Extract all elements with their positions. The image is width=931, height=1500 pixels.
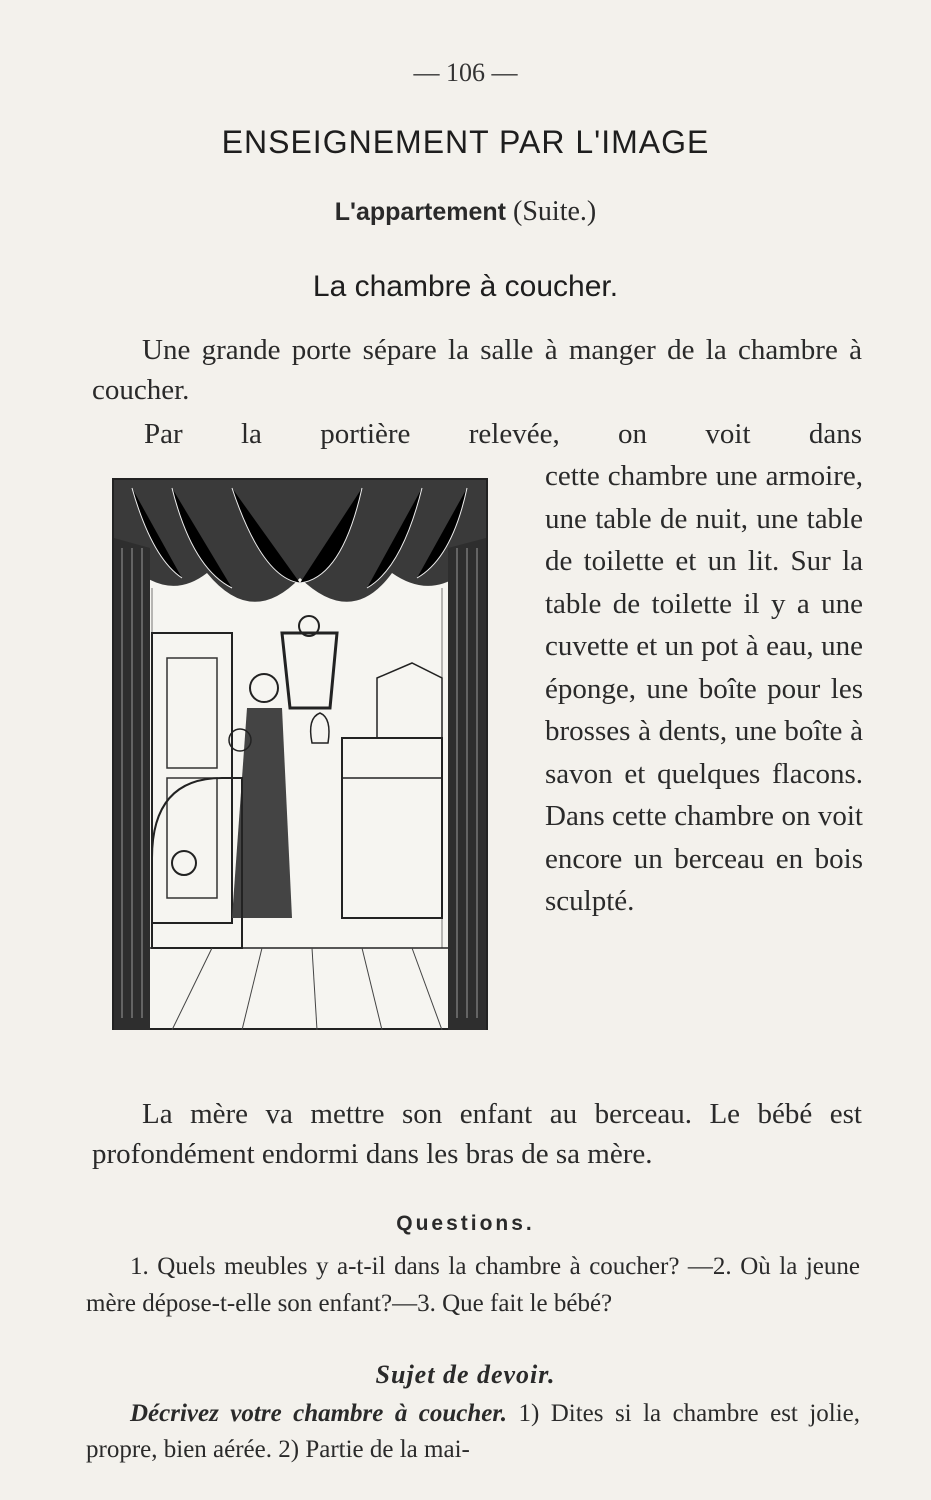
paragraph-1 xyxy=(92,330,862,410)
subtitle xyxy=(0,196,931,228)
devoir-body: 1) Dites si la chambre est jolie, propre, bien aérée. 2) Partie de la mai- xyxy=(86,1400,860,1463)
paragraph-2-wrapped: cette chambre une armoire, une table de nuit, une table de toilette et un lit. Sur la table de toilette il y a une cuvette et un pot à eau, une éponge, une boîte pour les brosses à dents, une boîte à savon et quelques flacons. Dans cette chambre on voit encore un berceau en bois sculpté. xyxy=(545,460,863,917)
bedroom-engraving-icon xyxy=(112,478,488,1030)
page-title: ENSEIGNEMENT PAR L'IMAGE xyxy=(221,124,710,160)
devoir-text xyxy=(86,1396,860,1468)
section-title: La chambre à coucher. xyxy=(312,270,619,303)
subtitle-suffix: (Suite.) xyxy=(513,196,597,227)
illustration xyxy=(112,478,488,1030)
paragraph-3: La mère va mettre son enfant au berceau. Le bébé est profondément endormi dans les bras de sa mère. xyxy=(92,1098,862,1170)
paragraph-1-text: Une grande porte sépare la salle à manger de la chambre à coucher. xyxy=(92,334,862,406)
paragraph-2-line-text: Par la portière relevée, on voit dans xyxy=(144,418,862,450)
paragraph-2-first-line xyxy=(92,414,862,454)
devoir-lead: Décrivez votre chambre à coucher. xyxy=(130,1400,507,1427)
page-number: — 106 — xyxy=(413,58,518,87)
questions-text: 1. Quels meubles y a-t-il dans la chambre à coucher? —2. Où la jeune mère dépose-t-elle son enfant?—3. Que fait le bébé? xyxy=(86,1253,860,1317)
devoir-heading: Sujet de devoir. xyxy=(375,1360,556,1389)
questions-heading: Questions. xyxy=(396,1212,535,1235)
subtitle-main: L'appartement xyxy=(334,198,507,226)
